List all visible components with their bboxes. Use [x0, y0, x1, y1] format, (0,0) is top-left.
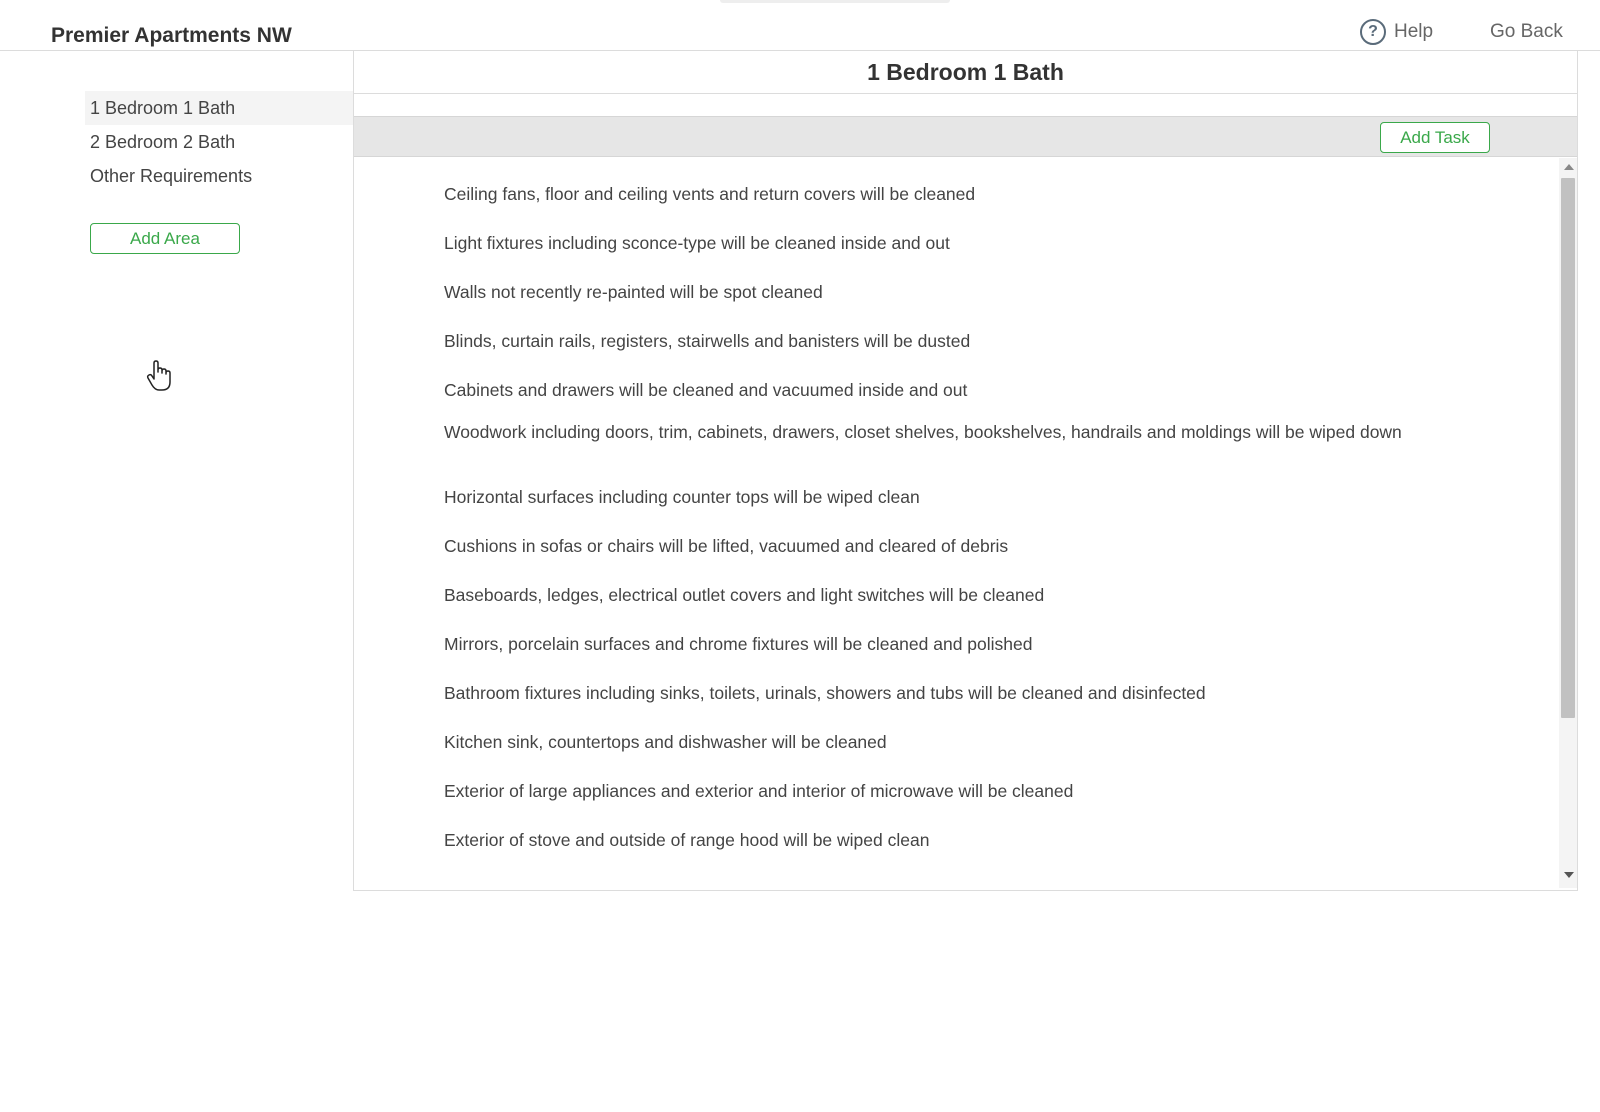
- scroll-up-arrow-icon[interactable]: [1564, 164, 1574, 170]
- task-item[interactable]: Walls not recently re-painted will be spot cleaned: [444, 282, 823, 302]
- task-item[interactable]: Bathroom fixtures including sinks, toilets, urinals, showers and tubs will be cleaned and disinfected: [444, 683, 1206, 703]
- task-item[interactable]: Light fixtures including sconce-type will be cleaned inside and out: [444, 233, 950, 253]
- go-back-link[interactable]: Go Back: [1490, 21, 1563, 42]
- task-item[interactable]: Cabinets and drawers will be cleaned and vacuumed inside and out: [444, 380, 968, 400]
- help-link[interactable]: [1360, 18, 1433, 46]
- task-list-scrollbar[interactable]: [1559, 158, 1577, 888]
- task-toolbar: [354, 116, 1577, 157]
- task-item[interactable]: Ceiling fans, floor and ceiling vents and return covers will be cleaned: [444, 184, 976, 204]
- task-item[interactable]: Exterior of large appliances and exterior and interior of microwave will be cleaned: [444, 781, 1074, 801]
- sidebar-item-1-bedroom-1-bath[interactable]: 1 Bedroom 1 Bath: [85, 91, 354, 125]
- help-label[interactable]: Help: [1394, 21, 1434, 42]
- app-title: Premier Apartments NW: [51, 24, 292, 47]
- main-panel: [353, 51, 1578, 891]
- task-item[interactable]: Mirrors, porcelain surfaces and chrome fixtures will be cleaned and polished: [444, 634, 1033, 654]
- sidebar: [0, 51, 354, 891]
- task-item[interactable]: Woodwork including doors, trim, cabinets, drawers, closet shelves, bookshelves, handrails and moldings will be wiped down: [444, 422, 1402, 442]
- task-item[interactable]: Baseboards, ledges, electrical outlet covers and light switches will be cleaned: [444, 585, 1045, 605]
- top-bar: [0, 0, 1600, 51]
- task-list[interactable]: [354, 158, 1559, 888]
- task-item[interactable]: Horizontal surfaces including counter tops will be wiped clean: [444, 487, 920, 507]
- task-item[interactable]: Exterior of stove and outside of range hood will be wiped clean: [444, 830, 930, 850]
- page-title: 1 Bedroom 1 Bath: [354, 51, 1577, 94]
- task-item[interactable]: Cushions in sofas or chairs will be lifted, vacuumed and cleared of debris: [444, 536, 1009, 556]
- sidebar-item-2-bedroom-2-bath[interactable]: 2 Bedroom 2 Bath: [90, 132, 236, 152]
- task-item[interactable]: Blinds, curtain rails, registers, stairwells and banisters will be dusted: [444, 331, 971, 351]
- scroll-thumb[interactable]: [1561, 178, 1575, 718]
- hand-cursor-icon: [146, 360, 172, 392]
- add-area-button[interactable]: Add Area: [90, 223, 240, 254]
- scroll-down-arrow-icon[interactable]: [1564, 872, 1574, 878]
- add-task-button[interactable]: Add Task: [1380, 122, 1490, 153]
- task-item[interactable]: Kitchen sink, countertops and dishwasher will be cleaned: [444, 732, 887, 752]
- sidebar-item-other-requirements[interactable]: Other Requirements: [90, 166, 253, 186]
- question-circle-icon[interactable]: ?: [1360, 19, 1386, 45]
